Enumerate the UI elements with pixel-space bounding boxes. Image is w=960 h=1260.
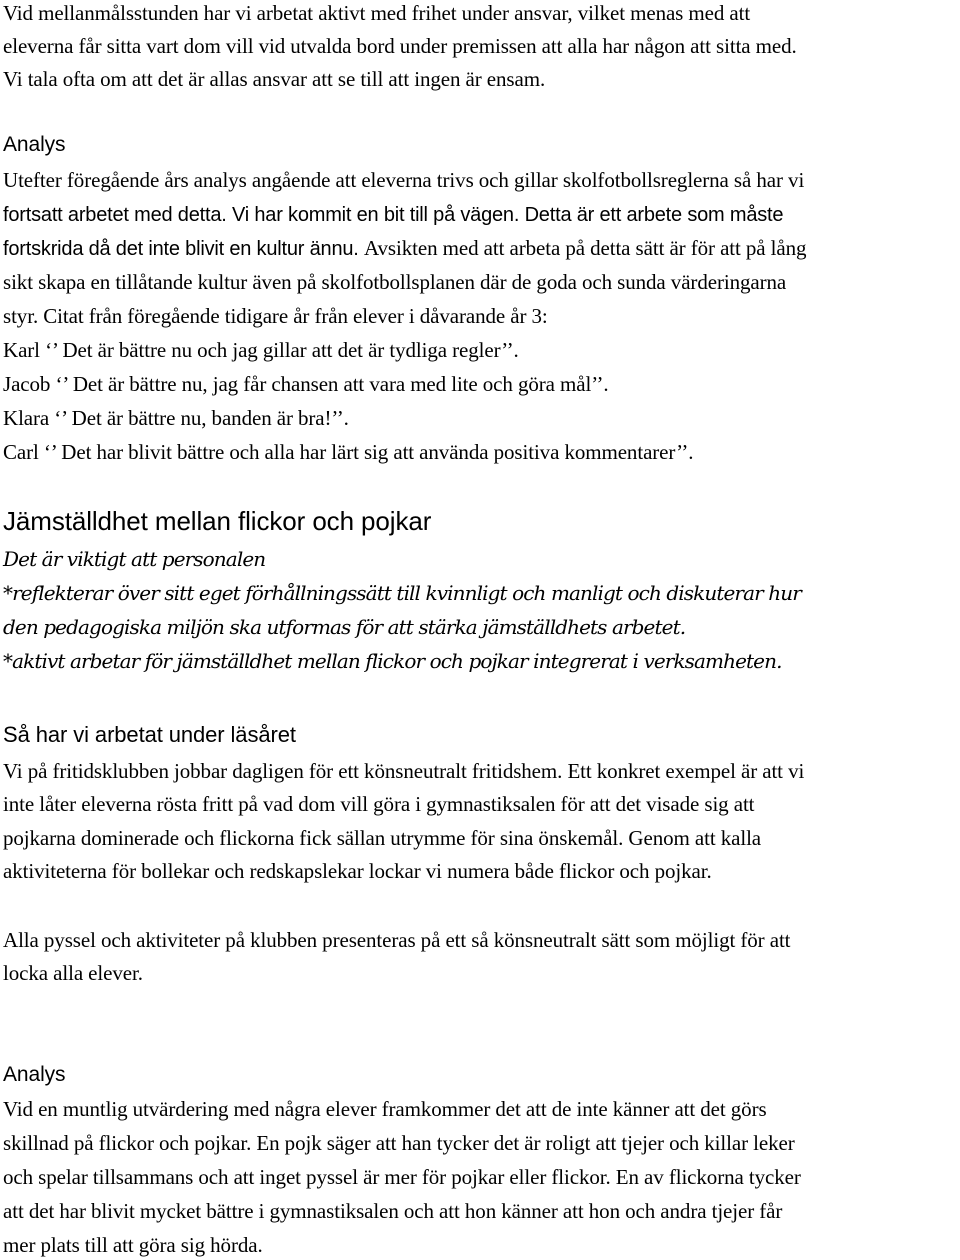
text-run: Citat från föregående tidigare år från elever i dåvarande år 3: [43, 304, 548, 328]
body-text-line: skillnad på flickor och pojkar. En pojk säger att han tycker det är roligt att tjejer och killar leker [3, 1131, 795, 1155]
body-text-line: sikt skapa en tillåtande kultur även på skolfotbollsplanen där de goda och sunda värderingarna [3, 270, 787, 294]
body-text-line: locka alla elever. [3, 961, 143, 985]
italic-text-line: Det är viktigt att personalen [3, 547, 266, 571]
body-text-line: aktiviteterna för bollekar och redskapslekar lockar vi numera både flickor och pojkar. [3, 859, 712, 883]
body-text-line: Vi tala ofta om att det är allas ansvar att se till att ingen är ensam. [3, 67, 546, 91]
italic-text-line: *reflekterar över sitt eget förhållningssätt till kvinnligt och manligt och diskuterar hur [3, 581, 801, 605]
section-heading-arbetat: Så har vi arbetat under läsåret [3, 722, 296, 747]
text-run: Detta är ett arbete som måste [524, 204, 784, 226]
body-text-line: pojkarna dominerade och flickorna fick sällan utrymme för sina önskemål. Genom att kalla [3, 826, 762, 850]
text-run: fortsatt arbetet med detta. [3, 204, 232, 226]
body-text-line: och spelar tillsammans och att inget pyssel är mer för pojkar eller flickor. En av flickorna tycker [3, 1165, 801, 1189]
quote-line: Karl ‘’ Det är bättre nu och jag gillar att det är tydliga regler’’. [3, 338, 519, 362]
body-text-line [3, 234, 806, 263]
body-text-line: eleverna får sitta vart dom vill vid utvalda bord under premissen att alla har någon att sitta med. [3, 34, 797, 58]
body-text-line [3, 302, 548, 330]
italic-text-line: den pedagogiska miljön ska utformas för att stärka jämställdhets arbetet. [3, 615, 686, 639]
section-heading-analys: Analys [3, 1063, 66, 1086]
body-text-line: Vid en muntlig utvärdering med några elever framkommer det att de inte känner att det görs [3, 1097, 767, 1121]
body-text-line: att det har blivit mycket bättre i gymnastiksalen och att hon känner att hon och andra tjejer får [3, 1199, 783, 1223]
body-text-line: Vid mellanmålsstunden har vi arbetat aktivt med frihet under ansvar, vilket menas med att [3, 1, 751, 25]
body-text-line: mer plats till att göra sig hörda. [3, 1233, 263, 1257]
body-text-line [3, 200, 783, 229]
text-run: styr. [3, 304, 44, 328]
body-text-line: Vi på fritidsklubben jobbar dagligen för ett könsneutralt fritidshem. Ett konkret exempel är att vi [3, 759, 805, 783]
text-run: fortskrida då det inte blivit en kultur ännu. [3, 238, 365, 260]
quote-line: Jacob ‘’ Det är bättre nu, jag får chansen att vara med lite och göra mål’’. [3, 372, 609, 396]
body-text-line: Alla pyssel och aktiviteter på klubben presenteras på ett så könsneutralt sätt som möjligt för att [3, 928, 791, 952]
body-text-line: Utefter föregående års analys angående att eleverna trivs och gillar skolfotbollsreglerna så har vi [3, 168, 805, 192]
section-heading-jamstalldhet: Jämställdhet mellan flickor och pojkar [3, 506, 432, 536]
quote-line: Klara ‘’ Det är bättre nu, banden är bra!’’. [3, 406, 349, 430]
body-text-line: inte låter eleverna rösta fritt på vad dom vill göra i gymnastiksalen för att det visade sig att [3, 792, 755, 816]
text-run: Avsikten med att arbeta på detta sätt är för att på lång [364, 236, 807, 260]
section-heading-analys: Analys [3, 133, 66, 156]
quote-line: Carl ‘’ Det har blivit bättre och alla har lärt sig att använda positiva kommentarer’’. [3, 440, 694, 464]
italic-text-line: *aktivt arbetar för jämställdhet mellan flickor och pojkar integrerat i verksamheten. [3, 649, 782, 673]
text-run: Vi har kommit en bit till på vägen. [231, 204, 525, 226]
